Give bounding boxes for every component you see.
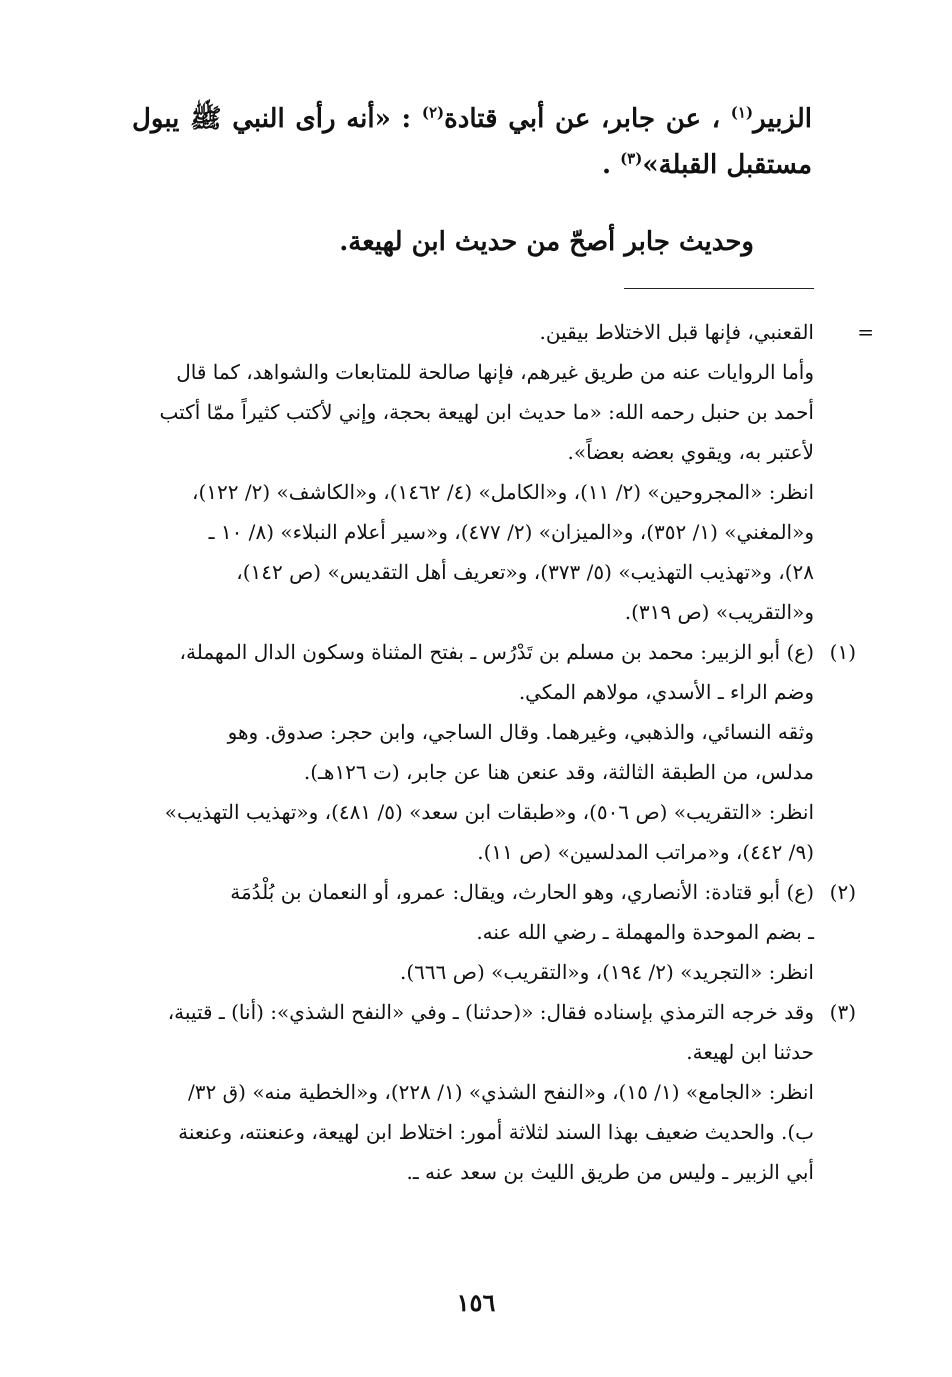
- continuation-mark: =: [857, 320, 874, 344]
- footnote-line: انظر: «التقريب» (ص ٥٠٦)، و«طبقات ابن سعد» (٥/ ٤٨١)، و«تهذيب التهذيب»: [164, 800, 814, 824]
- footnote-line: و«التقريب» (ص ٣١٩).: [624, 600, 814, 624]
- footnote-line: و«المغني» (١/ ٣٥٢)، و«الميزان» (٢/ ٤٧٧)، و«سير أعلام النبلاء» (٨/ ١٠ ـ: [208, 520, 814, 544]
- footnote-2: [104, 872, 856, 992]
- main-text-part4: .: [601, 150, 621, 180]
- footnote-3: [104, 992, 856, 1192]
- footnote-line: القعنبي، فإنها قبل الاختلاط بيقين.: [539, 320, 814, 344]
- footnote-line: أبي الزبير ـ وليس من طريق الليث بن سعد عنه ـ.: [406, 1160, 814, 1184]
- footnotes-section: [104, 312, 874, 1192]
- footnote-line: انظر: «المجروحين» (٢/ ١١)، و«الكامل» (٤/ ١٤٦٢)، و«الكاشف» (٢/ ١٢٢)،: [192, 480, 814, 504]
- footnote-line: وضم الراء ـ الأسدي، مولاهم المكي.: [518, 680, 814, 704]
- footnote-line: وثقه النسائي، والذهبي، وغيرهما. وقال الساجي، وابن حجر: صدوق. وهو: [227, 720, 814, 744]
- footnote-line: انظر: «التجريد» (٢/ ١٩٤)، و«التقريب» (ص ٦٦٦).: [400, 960, 814, 984]
- footnote-1: [104, 632, 856, 872]
- main-text-part2: ، عن جابر، عن أبي قتادة: [444, 104, 731, 134]
- footnote-ref-1[interactable]: (١): [730, 103, 754, 122]
- footnote-line: (٩/ ٤٤٢)، و«مراتب المدلسين» (ص ١١).: [477, 840, 814, 864]
- footnote-number: (١): [829, 640, 856, 664]
- footnote-ref-3[interactable]: (٣): [620, 149, 643, 168]
- footnote-line: وقد خرجه الترمذي بإسناده فقال: «(حدثنا) ـ وفي «النفح الشذي»: (أنا) ـ قتيبة،: [167, 1000, 814, 1024]
- footnote-line: ب). والحديث ضعيف بهذا السند لثلاثة أمور: اختلاط ابن لهيعة، وعنعنته، وعنعنة: [178, 1120, 814, 1144]
- main-statement: وحديث جابر أصحّ من حديث ابن لهيعة.: [339, 227, 754, 257]
- footnote-line: ـ بضم الموحدة والمهملة ـ رضي الله عنه.: [476, 920, 814, 944]
- footnote-line: وأما الروايات عنه من طريق غيرهم، فإنها صالحة للمتابعات والشواهد، كما قال: [176, 360, 814, 384]
- footnote-line: مدلس، من الطبقة الثالثة، وقد عنعن هنا عن جابر، (ت ١٢٦هـ).: [303, 760, 814, 784]
- footnote-line: (ع) أبو الزبير: محمد بن مسلم بن تَدْرُس ـ بفتح المثناة وسكون الدال المهملة،: [179, 640, 814, 664]
- main-text-part3: : «أنه رأى النبي ﷺ يبول مستقبل القبلة»: [132, 104, 812, 180]
- page-number: ١٥٦: [456, 1288, 496, 1317]
- footnote-ref-2[interactable]: (٢): [421, 103, 445, 122]
- footnote-line: حدثنا ابن لهيعة.: [686, 1040, 814, 1064]
- footnote-line: أحمد بن حنبل رحمه الله: «ما حديث ابن لهيعة بحجة، وإني لأكتب كثيراً ممّا أكتب: [159, 400, 814, 424]
- footnote-separator-rule: [624, 288, 814, 289]
- footnote-line: ٢٨)، و«تهذيب التهذيب» (٥/ ٣٧٣)، و«تعريف أهل التقديس» (ص ١٤٢)،: [236, 560, 814, 584]
- footnote-continuation: [104, 312, 874, 632]
- footnote-number: (٢): [829, 880, 856, 904]
- footnote-line: انظر: «الجامع» (١/ ١٥)، و«النفح الشذي» (١/ ٢٢٨)، و«الخطية منه» (ق ٣٢/: [188, 1080, 814, 1104]
- main-paragraph: [132, 96, 812, 188]
- footnote-line: لأعتبر به، ويقوي بعضه بعضاً».: [567, 440, 814, 464]
- footnote-number: (٣): [829, 1000, 856, 1024]
- footnote-line: (ع) أبو قتادة: الأنصاري، وهو الحارث، ويقال: عمرو، أو النعمان بن بُلْدُمَة: [230, 880, 814, 904]
- main-text-part1: الزبير: [753, 104, 812, 134]
